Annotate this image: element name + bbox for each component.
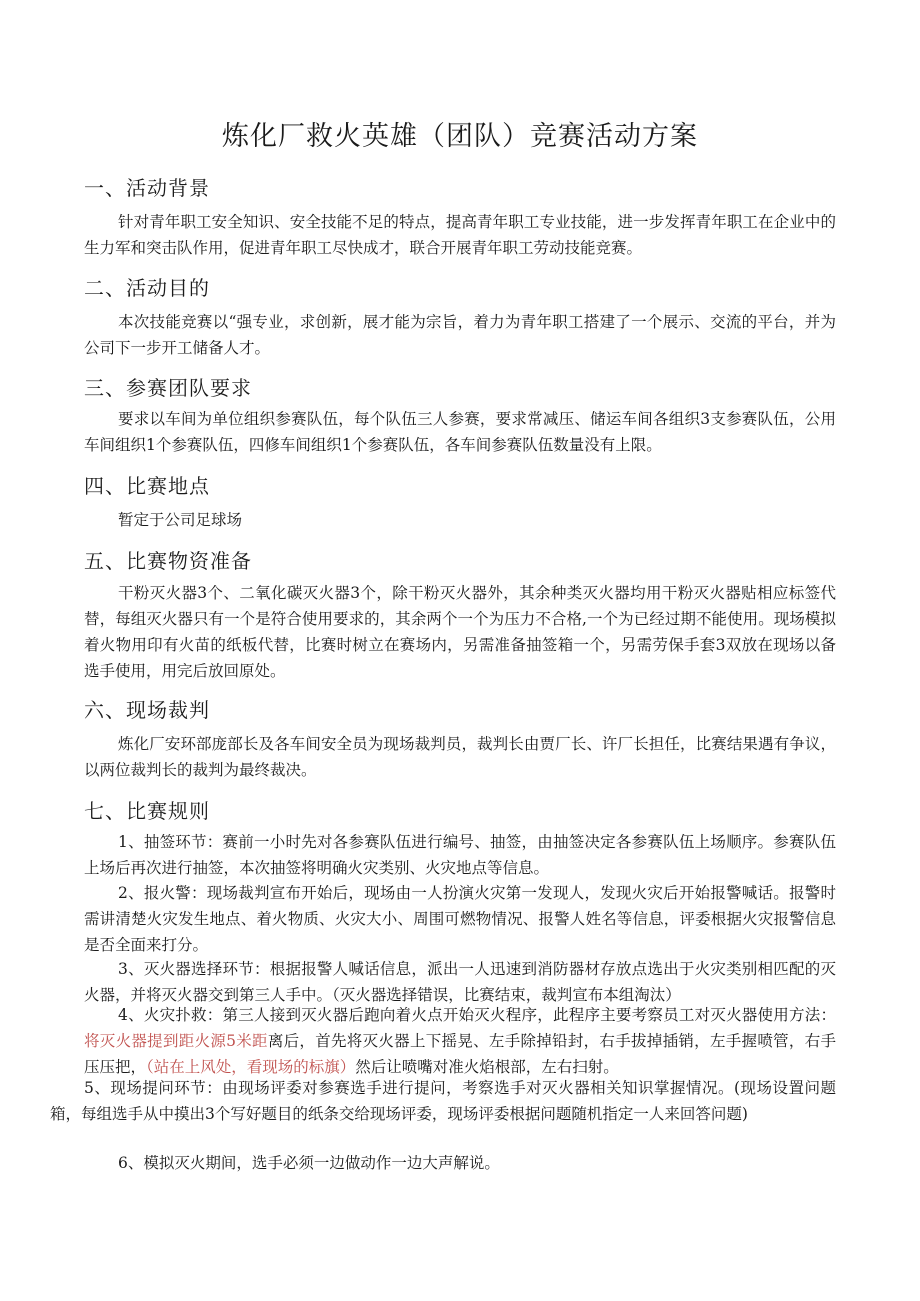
rule-item-fire-alarm: 2、报火警：现场裁判宣布开始后，现场由一人扮演火灾第一发现人，发现火灾后开始报警喊话。报警时需讲清楚火灾发生地点、着火物质、火灾大小、周围可燃物情况、报警人姓名等信息，评委根据火灾报警信息是否全面来打分。 <box>84 884 836 954</box>
rule-item-extinguisher-selection: 3、灭火器选择环节：根据报警人喊话信息，派出一人迅速到消防器材存放点选出于火灾类别相匹配的灭火器，并将灭火器交到第三人手中。（灭火器选择错误，比赛结束，裁判宣布本组淘汰） <box>84 960 836 1004</box>
section-heading-materials: 五、比赛物资准备 <box>84 549 252 573</box>
rule-highlight-upwind: （站在上风处，看现场的标旗） <box>146 1058 356 1076</box>
rule-text-part: 4、火灾扑救：第三人接到灭火器后跑向着火点开始灭火程序，此程序主要考察员工对灭火器使用方法： <box>118 1006 836 1024</box>
rule-highlight-distance: 将灭火器提到距火源5米距 <box>84 1032 268 1050</box>
rule-text-part: 然后让喷嘴对准火焰根部，左右扫射。 <box>355 1058 619 1076</box>
rule-item-draw: 1、抽签环节：赛前一小时先对各参赛队伍进行编号、抽签，由抽签决定各参赛队伍上场顺序。参赛队伍上场后再次进行抽签，本次抽签将明确火灾类别、火灾地点等信息。 <box>84 833 836 877</box>
section-paragraph-venue: 暂定于公司足球场 <box>118 511 243 529</box>
rule-item-firefighting <box>84 1002 836 1080</box>
section-heading-referees: 六、现场裁判 <box>84 698 210 722</box>
section-paragraph-referees: 炼化厂安环部庞部长及各车间安全员为现场裁判员，裁判长由贾厂长、许厂长担任，比赛结果遇有争议，以两位裁判长的裁判为最终裁决。 <box>84 735 836 779</box>
section-heading-venue: 四、比赛地点 <box>84 474 210 498</box>
rule-item-questions: 5、现场提问环节：由现场评委对参赛选手进行提问，考察选手对灭火器相关知识掌握情况。(现场设置问题箱，每组选手从中摸出3个写好题目的纸条交给现场评委，现场评委根据问题随机指定一人来回答问题) <box>50 1079 836 1123</box>
rule-item-narration: 6、模拟灭火期间，选手必须一边做动作一边大声解说。 <box>118 1154 500 1172</box>
document-title: 炼化厂救火英雄（团队）竞赛活动方案 <box>222 121 698 152</box>
section-heading-team-requirements: 三、参赛团队要求 <box>84 376 252 400</box>
section-paragraph-background: 针对青年职工安全知识、安全技能不足的特点，提高青年职工专业技能，进一步发挥青年职工在企业中的生力军和突击队作用，促进青年职工尽快成才，联合开展青年职工劳动技能竞赛。 <box>84 213 836 257</box>
section-heading-rules: 七、比赛规则 <box>84 799 210 823</box>
rule-text-part: 离后，首先将灭火器上下摇晃、左手除掉铅封，右手拔掉插销，左手握喷管，右手压压把， <box>84 1032 836 1076</box>
section-paragraph-materials: 干粉灭火器3个、二氧化碳灭火器3个，除干粉灭火器外，其余种类灭火器均用干粉灭火器贴相应标签代替，每组灭火器只有一个是符合使用要求的，其余两个一个为压力不合格,一个为已经过期不能使用。现场模拟着火物用印有火苗的纸板代替，比赛时树立在赛场内，另需准备抽签箱一个，另需劳保手套3双放在现场以备选手使用，用完后放回原处。 <box>84 584 836 680</box>
section-paragraph-team-requirements: 要求以车间为单位组织参赛队伍，每个队伍三人参赛，要求常减压、储运车间各组织3支参赛队伍，公用车间组织1个参赛队伍，四修车间组织1个参赛队伍，各车间参赛队伍数量没有上限。 <box>84 410 836 454</box>
section-heading-background: 一、活动背景 <box>84 176 210 200</box>
section-heading-purpose: 二、活动目的 <box>84 276 210 300</box>
section-paragraph-purpose: 本次技能竞赛以“强专业，求创新，展才能为宗旨，着力为青年职工搭建了一个展示、交流的平台，并为公司下一步开工储备人才。 <box>84 313 836 357</box>
